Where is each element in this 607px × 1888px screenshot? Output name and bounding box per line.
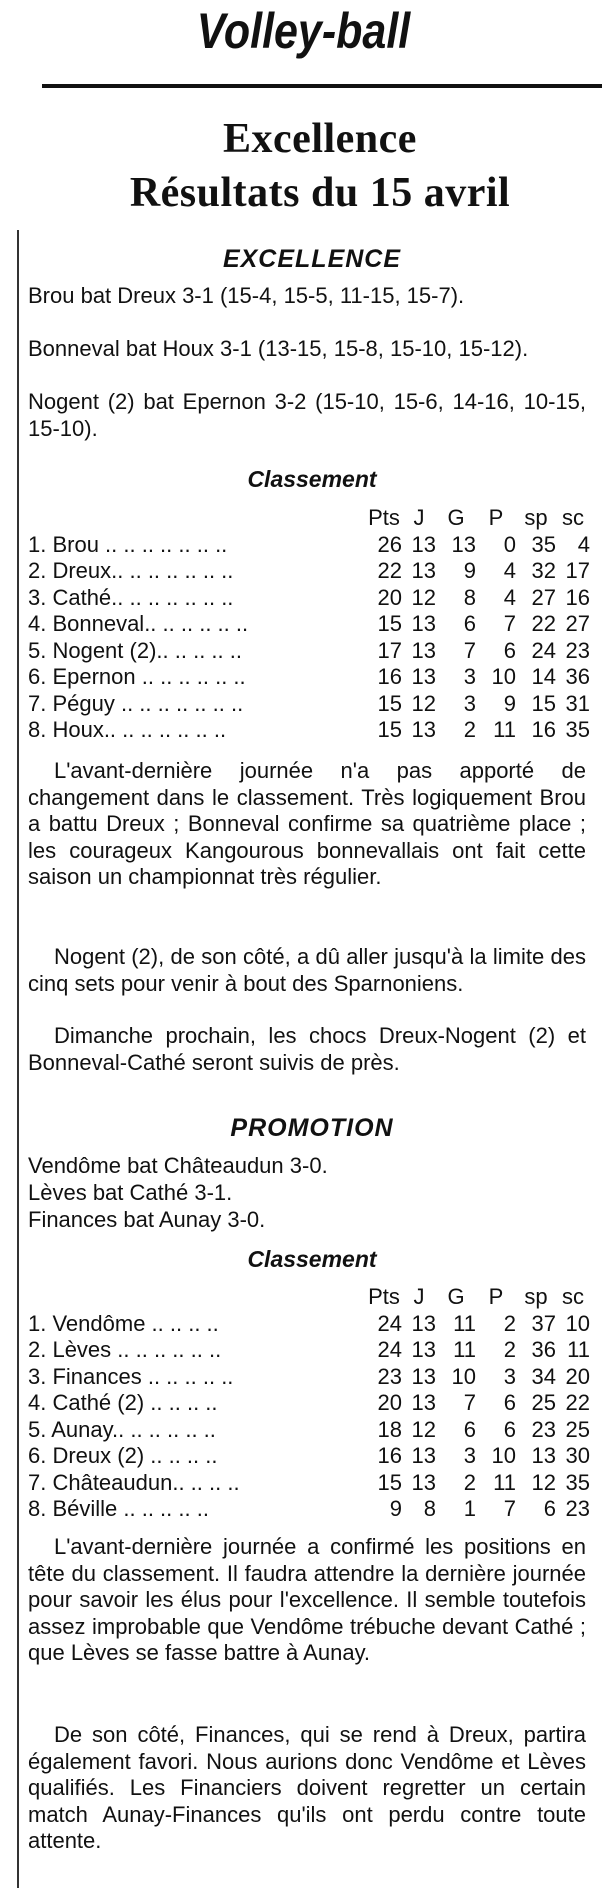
cell-p: 4 (503, 584, 516, 610)
cell-g: 1 (463, 1496, 476, 1521)
cell-g: 7 (463, 637, 476, 663)
excellence-commentary-1 (28, 758, 586, 891)
excellence-standings-table (28, 505, 590, 744)
cell-g: 6 (463, 1416, 476, 1442)
table-row (28, 1364, 590, 1391)
header-j: J (413, 505, 425, 530)
team-name: 8. Houx.. .. .. .. .. .. .. (28, 717, 227, 742)
cell-p: 0 (503, 531, 516, 557)
result-1 (28, 283, 586, 310)
cell-sp: 35 (531, 531, 556, 557)
cell-pts: 15 (377, 611, 402, 636)
cell-g: 3 (463, 1443, 476, 1468)
cell-sc: 20 (565, 1363, 590, 1389)
result-text: Nogent (2) bat Epernon 3-2 (15-10, 15-6, 14-16, 10-15, 15-10). (28, 389, 586, 441)
cell-g: 3 (463, 690, 476, 716)
cell-j: 13 (411, 1469, 436, 1495)
table-row (28, 1443, 590, 1470)
result-text: Lèves bat Cathé 3-1. (28, 1180, 233, 1205)
cell-sc: 22 (565, 1390, 590, 1415)
cell-j: 13 (411, 1310, 436, 1336)
cell-p: 7 (503, 611, 516, 636)
cell-sc: 30 (565, 1443, 590, 1468)
cell-pts: 9 (389, 1496, 402, 1521)
team-name: 2. Lèves .. .. .. .. .. .. (28, 1337, 222, 1362)
promotion-classement-title: Classement (247, 1246, 377, 1272)
team-name: 7. Châteaudun.. .. .. .. (28, 1469, 240, 1495)
cell-sp: 22 (531, 611, 556, 636)
cell-p: 10 (491, 664, 516, 689)
cell-j: 13 (411, 717, 436, 742)
cell-g: 6 (463, 611, 476, 636)
excellence-commentary-2 (28, 944, 586, 997)
cell-p: 11 (493, 1469, 516, 1495)
cell-sp: 25 (531, 1390, 556, 1415)
masthead: Volley-ball (196, 3, 411, 59)
team-name: 3. Finances .. .. .. .. .. (28, 1363, 234, 1389)
cell-p: 3 (503, 1363, 516, 1389)
cell-pts: 24 (377, 1310, 402, 1336)
table-body (28, 1311, 590, 1523)
cell-j: 8 (423, 1496, 436, 1521)
cell-p: 4 (503, 558, 516, 583)
cell-pts: 15 (377, 717, 402, 742)
commentary-text: Nogent (2), de son côté, a dû aller jusqu'à la limite des cinq sets pour venir à bout des Sparnoniens. (28, 944, 586, 996)
cell-sc: 35 (565, 1469, 590, 1495)
cell-j: 13 (411, 664, 436, 689)
cell-g: 10 (451, 1363, 476, 1389)
promo-result-3 (28, 1207, 586, 1234)
team-name: 6. Dreux (2) .. .. .. .. (28, 1443, 218, 1468)
cell-p: 2 (503, 1337, 516, 1362)
promo-result-2 (28, 1180, 586, 1207)
cell-sp: 34 (531, 1363, 556, 1389)
cell-pts: 23 (377, 1363, 402, 1389)
cell-g: 2 (463, 1469, 476, 1495)
cell-g: 11 (453, 1337, 476, 1362)
table-header (28, 1284, 590, 1311)
header-sc: sc (562, 505, 584, 530)
cell-sc: 25 (565, 1416, 590, 1442)
team-name: 3. Cathé.. .. .. .. .. .. .. (28, 584, 234, 610)
header-sp: sp (524, 505, 548, 530)
cell-sc: 36 (565, 664, 590, 689)
cell-p: 11 (493, 717, 516, 742)
cell-sp: 23 (531, 1416, 556, 1442)
result-text: Bonneval bat Houx 3-1 (13-15, 15-8, 15-10, 15-12). (28, 336, 529, 361)
cell-sc: 23 (565, 1496, 590, 1521)
cell-sc: 27 (565, 611, 590, 636)
cell-g: 11 (453, 1310, 476, 1336)
team-name: 4. Cathé (2) .. .. .. .. (28, 1390, 218, 1415)
table-row (28, 1337, 590, 1364)
cell-pts: 22 (377, 558, 402, 583)
cell-p: 9 (503, 690, 516, 716)
table-row (28, 1417, 590, 1444)
cell-p: 6 (503, 1390, 516, 1415)
cell-sc: 16 (565, 584, 590, 610)
cell-pts: 24 (377, 1337, 402, 1362)
promo-result-1 (28, 1153, 586, 1180)
cell-sc: 17 (565, 558, 590, 583)
table-row (28, 532, 590, 559)
cell-sp: 36 (531, 1337, 556, 1362)
cell-sp: 24 (531, 637, 556, 663)
promotion-commentary-1 (28, 1534, 586, 1667)
result-text: Finances bat Aunay 3-0. (28, 1207, 266, 1232)
headline-line-1: Excellence (223, 116, 417, 162)
cell-pts: 16 (377, 664, 402, 689)
excellence-classement-title: Classement (247, 466, 377, 492)
table-row (28, 1470, 590, 1497)
cell-j: 13 (411, 1443, 436, 1468)
header-sc: sc (562, 1284, 584, 1309)
cell-sp: 6 (543, 1496, 556, 1521)
cell-g: 9 (463, 558, 476, 583)
cell-g: 8 (463, 584, 476, 610)
cell-sp: 16 (531, 717, 556, 742)
cell-sp: 27 (531, 584, 556, 610)
team-name: 4. Bonneval.. .. .. .. .. .. (28, 611, 249, 636)
cell-sp: 15 (531, 690, 556, 716)
cell-p: 6 (503, 1416, 516, 1442)
excellence-title: EXCELLENCE (222, 245, 402, 273)
table-row (28, 664, 590, 691)
result-text: Brou bat Dreux 3-1 (15-4, 15-5, 11-15, 15-7). (28, 283, 465, 308)
header-pts: Pts (368, 505, 400, 530)
cell-sc: 4 (577, 531, 590, 557)
cell-pts: 20 (377, 584, 402, 610)
result-2 (28, 336, 586, 363)
table-row (28, 717, 590, 744)
column-rule (17, 230, 19, 1888)
cell-j: 12 (411, 690, 436, 716)
cell-p: 6 (503, 637, 516, 663)
cell-sc: 35 (565, 717, 590, 742)
cell-p: 7 (503, 1496, 516, 1521)
table-header (28, 505, 590, 532)
cell-p: 2 (503, 1310, 516, 1336)
header-g: G (447, 1284, 465, 1309)
promotion-commentary-2 (28, 1722, 586, 1855)
table-row (28, 1311, 590, 1338)
team-name: 1. Brou .. .. .. .. .. .. .. (28, 531, 228, 557)
cell-sc: 10 (565, 1310, 590, 1336)
header-pts: Pts (368, 1284, 400, 1309)
result-text: Vendôme bat Châteaudun 3-0. (28, 1153, 328, 1178)
table-row (28, 638, 590, 665)
cell-pts: 15 (377, 690, 402, 716)
commentary-text: Dimanche prochain, les chocs Dreux-Nogent (2) et Bonneval-Cathé seront suivis de près. (28, 1023, 586, 1075)
cell-j: 13 (411, 558, 436, 583)
cell-sp: 12 (531, 1469, 556, 1495)
cell-sp: 14 (531, 664, 556, 689)
cell-j: 13 (411, 1337, 436, 1362)
team-name: 2. Dreux.. .. .. .. .. .. .. (28, 558, 234, 583)
table-row (28, 585, 590, 612)
commentary-text: L'avant-dernière journée a confirmé les positions en tête du classement. Il faudra attendre la dernière journée pour savoir les élus pour l'excellence. Il semble toutefois assez improbable que Vendôme trébuche devant Cathé ; que Lèves se fasse battre à Aunay. (28, 1534, 586, 1665)
excellence-commentary-3 (28, 1023, 586, 1076)
headline-line-2: Résultats du 15 avril (129, 170, 511, 216)
table-row (28, 558, 590, 585)
cell-pts: 20 (377, 1390, 402, 1415)
team-name: 1. Vendôme .. .. .. .. (28, 1310, 219, 1336)
table-row (28, 1496, 590, 1523)
header-sp: sp (524, 1284, 548, 1309)
cell-j: 13 (411, 1390, 436, 1415)
promotion-standings-table (28, 1284, 590, 1523)
team-name: 7. Péguy .. .. .. .. .. .. .. (28, 690, 244, 716)
team-name: 5. Nogent (2).. .. .. .. .. (28, 637, 242, 663)
cell-j: 12 (411, 1416, 436, 1442)
cell-j: 13 (411, 611, 436, 636)
cell-sp: 13 (531, 1443, 556, 1468)
cell-p: 10 (491, 1443, 516, 1468)
masthead-rule (42, 84, 602, 88)
cell-pts: 17 (377, 637, 402, 663)
cell-g: 7 (463, 1390, 476, 1415)
cell-pts: 18 (377, 1416, 402, 1442)
cell-j: 12 (411, 584, 436, 610)
promotion-title: PROMOTION (230, 1114, 394, 1142)
commentary-text: De son côté, Finances, qui se rend à Dreux, partira également favori. Nous aurions donc Vendôme et Lèves qualifiés. Les Financiers doivent regretter un certain match Aunay-Finances qu'ils ont perdu contre toute attente. (28, 1722, 586, 1853)
header-p: P (488, 505, 504, 530)
table-row (28, 1390, 590, 1417)
header-p: P (488, 1284, 504, 1309)
team-name: 5. Aunay.. .. .. .. .. .. (28, 1416, 216, 1442)
cell-g: 2 (463, 717, 476, 742)
cell-sp: 37 (531, 1310, 556, 1336)
cell-sc: 31 (565, 690, 590, 716)
header-g: G (447, 505, 465, 530)
cell-j: 13 (411, 531, 436, 557)
header-j: J (413, 1284, 425, 1309)
cell-pts: 26 (377, 531, 402, 557)
cell-pts: 15 (377, 1469, 402, 1495)
cell-pts: 16 (377, 1443, 402, 1468)
cell-sp: 32 (531, 558, 556, 583)
table-row (28, 691, 590, 718)
table-row (28, 611, 590, 638)
cell-g: 3 (463, 664, 476, 689)
table-body (28, 532, 590, 744)
cell-sc: 11 (567, 1337, 590, 1362)
commentary-text: L'avant-dernière journée n'a pas apporté de changement dans le classement. Très logiquement Brou a battu Dreux ; Bonneval confirme sa quatrième place ; les courageux Kangourous bonnevallais ont fait cette saison un championnat très régulier. (28, 758, 586, 889)
result-3 (28, 389, 586, 442)
cell-g: 13 (451, 531, 476, 557)
cell-j: 13 (411, 637, 436, 663)
cell-j: 13 (411, 1363, 436, 1389)
cell-sc: 23 (565, 637, 590, 663)
team-name: 6. Epernon .. .. .. .. .. .. (28, 664, 246, 689)
team-name: 8. Béville .. .. .. .. .. (28, 1496, 209, 1521)
